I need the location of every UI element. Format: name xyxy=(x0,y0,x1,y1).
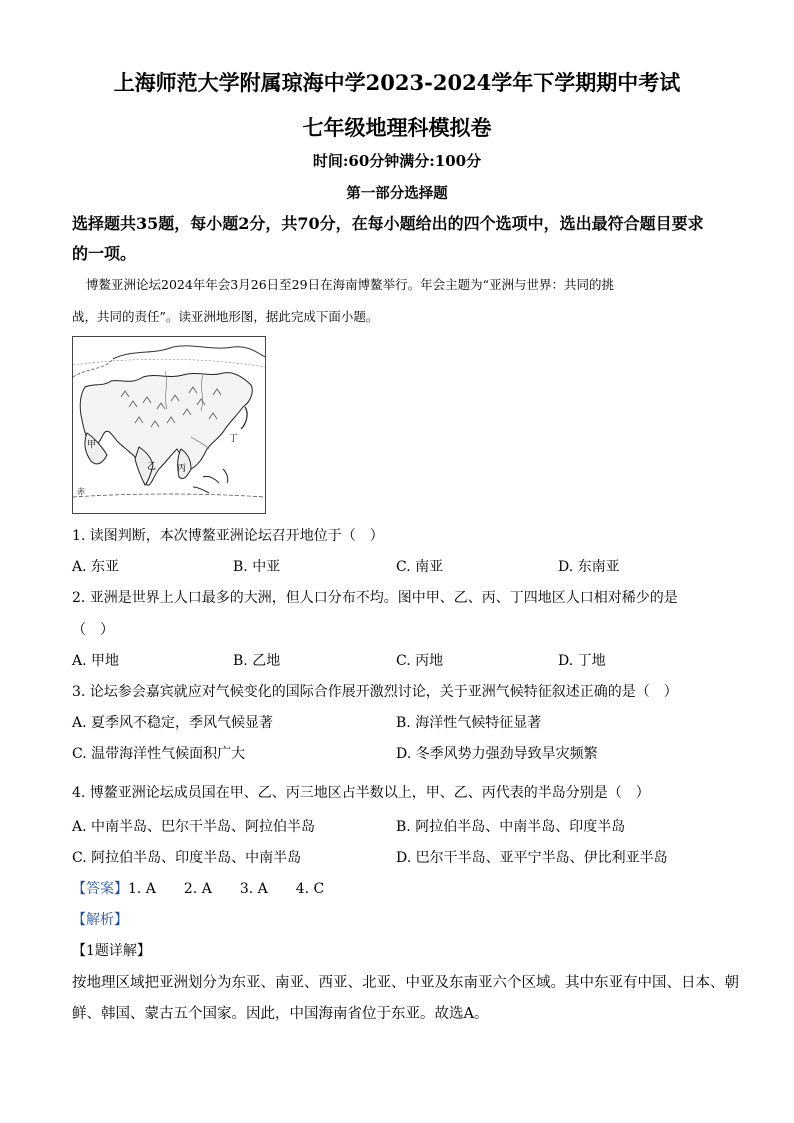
instructions-line2: 的一项。 xyxy=(72,244,137,263)
map-label-bing: 丙 xyxy=(177,464,187,474)
answer-label: 【答案】 xyxy=(72,881,128,897)
analysis-line1: 按地理区域把亚洲划分为东亚、南亚、西亚、北亚、中亚及东南亚六个区域。其中东亚有中国、日本、朝 xyxy=(72,975,739,991)
asia-map-drawing xyxy=(73,337,265,513)
question-4-option-d: D. 巴尔干半岛、亚平宁半岛、伊比利亚半岛 xyxy=(396,850,668,866)
map-label-jia: 甲 xyxy=(87,440,97,450)
section-title: 第一部分选择题 xyxy=(346,185,448,202)
question-3-option-c: C. 温带海洋性气候面积广大 xyxy=(72,746,246,762)
question-2-stem-cont: （ ） xyxy=(72,622,114,638)
asia-terrain-map xyxy=(72,336,266,514)
question-3-option-a: A. 夏季风不稳定，季风气候显著 xyxy=(72,715,274,731)
question-2-option-d: D. 丁地 xyxy=(558,653,606,669)
question-1-option-a: A. 东亚 xyxy=(72,559,120,575)
question-1-stem: 1. 读图判断，本次博鳌亚洲论坛召开地位于（ ） xyxy=(72,528,384,544)
question-1-option-c: C. 南亚 xyxy=(396,559,444,575)
question-2-option-b: B. 乙地 xyxy=(233,653,281,669)
map-label-yi: 乙 xyxy=(147,462,157,472)
question-2-option-c: C. 丙地 xyxy=(396,653,444,669)
question-3-option-b: B. 海洋性气候特征显著 xyxy=(396,715,542,731)
instructions-line1: 选择题共35题，每小题2分，共70分，在每小题给出的四个选项中，选出最符合题目要求 xyxy=(72,214,704,233)
map-label-ding: 丁 xyxy=(229,434,239,444)
question-3-option-d: D. 冬季风势力强劲导致旱灾频繁 xyxy=(396,746,598,762)
exam-title: 上海师范大学附属琼海中学2023-2024学年下学期期中考试 xyxy=(113,70,681,95)
question-1-option-b: B. 中亚 xyxy=(233,559,281,575)
detail-label: 【1题详解】 xyxy=(72,943,151,959)
question-4-option-b: B. 阿拉伯半岛、中南半岛、印度半岛 xyxy=(396,819,626,835)
answer-values: 1. A 2. A 3. A 4. C xyxy=(128,881,325,897)
passage-line1: 博鳌亚洲论坛2024年年会3月26日至29日在海南博鳌举行。年会主题为“亚洲与世界：共同的挑 xyxy=(86,277,614,292)
question-4-option-a: A. 中南半岛、巴尔干半岛、阿拉伯半岛 xyxy=(72,819,316,835)
question-4-option-c: C. 阿拉伯半岛、印度半岛、中南半岛 xyxy=(72,850,302,866)
analysis-label: 【解析】 xyxy=(72,912,128,928)
question-3-stem: 3. 论坛参会嘉宾就应对气候变化的国际合作展开激烈讨论，关于亚洲气候特征叙述正确的是（ ） xyxy=(72,684,678,700)
question-1-option-d: D. 东南亚 xyxy=(558,559,620,575)
question-2-stem: 2. 亚洲是世界上人口最多的大洲，但人口分布不均。图中甲、乙、丙、丁四地区人口相对稀少的是 xyxy=(72,590,678,606)
exam-subtitle: 七年级地理科模拟卷 xyxy=(302,115,492,140)
analysis-line2: 鲜、韩国、蒙古五个国家。因此，中国海南省位于东亚。故选A。 xyxy=(72,1006,489,1022)
map-label-equator: 赤 xyxy=(77,487,85,496)
time-info: 时间:60分钟满分:100分 xyxy=(312,152,482,170)
question-2-option-a: A. 甲地 xyxy=(72,653,120,669)
passage-line2: 战，共同的责任”。读亚洲地形图，据此完成下面小题。 xyxy=(72,309,379,324)
answer-row xyxy=(72,878,324,898)
question-4-stem: 4. 博鳌亚洲论坛成员国在甲、乙、丙三地区占半数以上，甲、乙、丙代表的半岛分别是（ ） xyxy=(72,785,650,801)
